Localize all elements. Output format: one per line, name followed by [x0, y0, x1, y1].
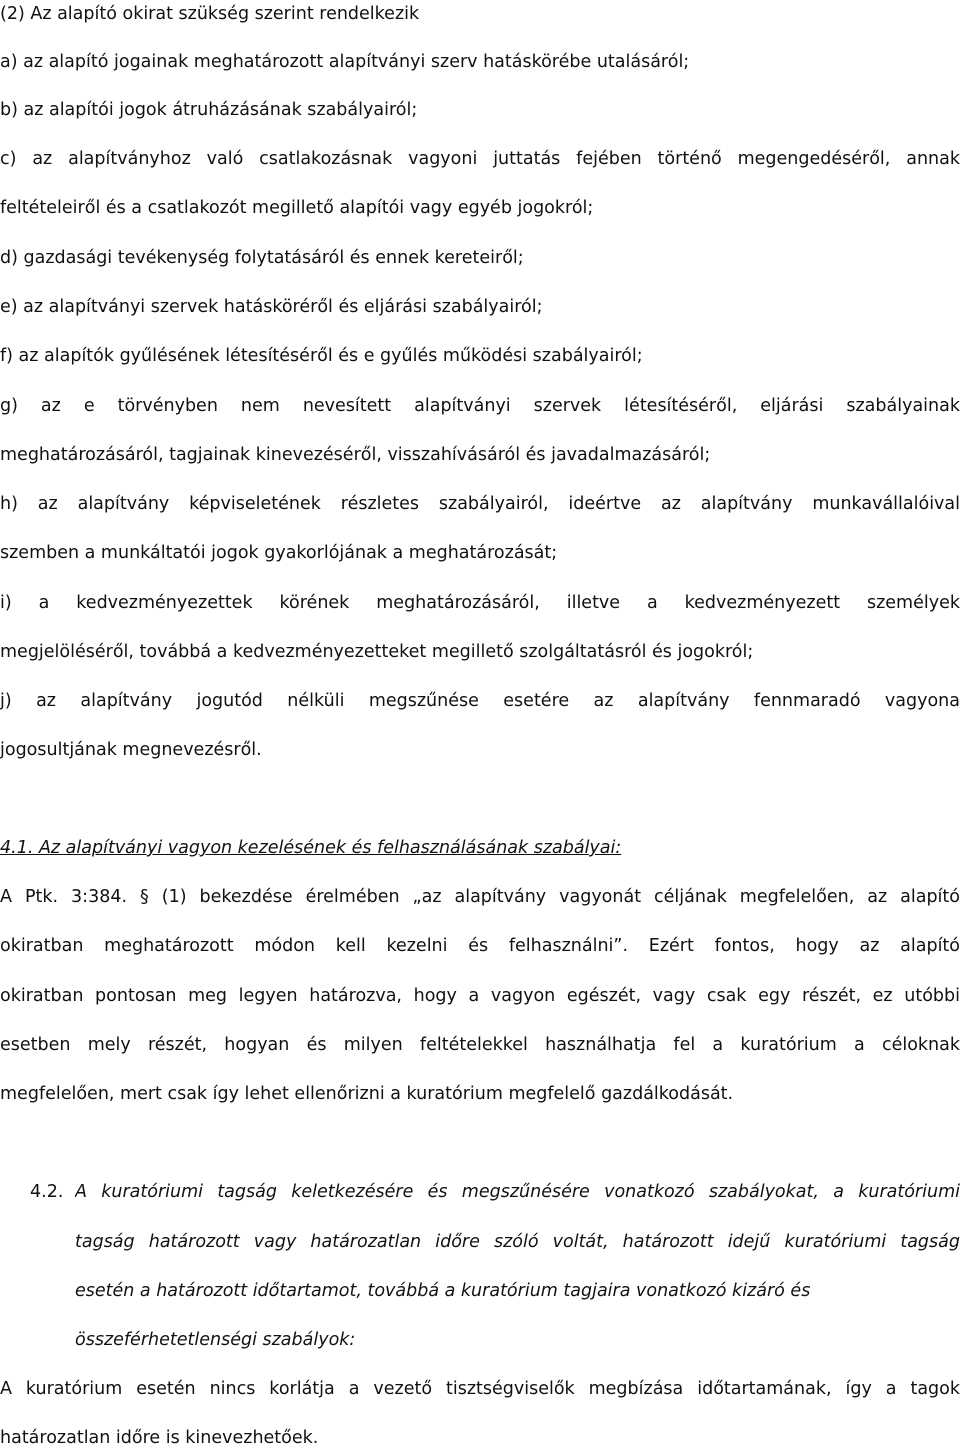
list-item-e: e) az alapítványi szervek hatásköréről és eljárási szabályairól;	[0, 297, 543, 317]
list-item-a: a) az alapító jogainak meghatározott alapítványi szerv hatáskörébe utalásáról;	[0, 52, 690, 72]
section-4-2-paragraph-line1: A kuratórium esetén nincs korlátja a vezető tisztségviselők megbízása időtartamának, így a tagok	[0, 1379, 960, 1399]
list-item-j-line1: j) az alapítvány jogutód nélküli megszűnése esetére az alapítvány fennmaradó vagyona	[0, 691, 960, 711]
section-4-2-number: 4.2.	[30, 1182, 64, 1202]
list-item-i-line2: megjelöléséről, továbbá a kedvezményezetteket megillető szolgáltatásról és jogokról;	[0, 642, 754, 662]
list-intro: (2) Az alapító okirat szükség szerint rendelkezik	[0, 4, 420, 24]
section-4-1-paragraph-line3: okiratban pontosan meg legyen határozva, hogy a vagyon egészét, vagy csak egy részét, ez utóbbi	[0, 986, 960, 1006]
list-item-c-line1: c) az alapítványhoz való csatlakozásnak vagyoni juttatás fejében történő megengedéséről, annak	[0, 149, 960, 169]
section-4-2-heading-line3: esetén a határozott időtartamot, továbbá a kuratórium tagjaira vonatkozó kizáró és	[75, 1281, 811, 1301]
list-item-b: b) az alapítói jogok átruházásának szabályairól;	[0, 100, 418, 120]
section-4-2-heading-line2: tagság határozott vagy határozatlan időre szóló voltát, határozott idejű kuratóriumi tagság	[75, 1232, 960, 1252]
section-4-1-paragraph-line4: esetben mely részét, hogyan és milyen feltételekkel használhatja fel a kuratórium a céloknak	[0, 1035, 960, 1055]
list-item-j-line2: jogosultjának megnevezésről.	[0, 740, 262, 760]
list-item-g-line2: meghatározásáról, tagjainak kinevezéséről, visszahívásáról és javadalmazásáról;	[0, 445, 711, 465]
list-item-h-line1: h) az alapítvány képviseletének részletes szabályairól, ideértve az alapítvány munkavállalóival	[0, 494, 960, 514]
section-4-1-paragraph-line5: megfelelően, mert csak így lehet ellenőrizni a kuratórium megfelelő gazdálkodását.	[0, 1084, 734, 1104]
section-4-2-heading-line4: összeférhetetlenségi szabályok:	[75, 1330, 356, 1350]
list-item-c-line2: feltételeiről és a csatlakozót megillető alapítói vagy egyéb jogokról;	[0, 198, 594, 218]
section-4-1-heading: 4.1. Az alapítványi vagyon kezelésének és felhasználásának szabályai:	[0, 838, 622, 858]
list-item-h-line2: szemben a munkáltatói jogok gyakorlójának a meghatározását;	[0, 543, 558, 563]
section-4-2-heading-line1: A kuratóriumi tagság keletkezésére és megszűnésére vonatkozó szabályokat, a kuratóriumi	[75, 1182, 960, 1202]
section-4-1-paragraph-line2: okiratban meghatározott módon kell kezelni és felhasználni”. Ezért fontos, hogy az alapító	[0, 936, 960, 956]
section-4-1-paragraph-line1: A Ptk. 3:384. § (1) bekezdése érelmében „az alapítvány vagyonát céljának megfelelően, az alapító	[0, 887, 960, 907]
list-item-f: f) az alapítók gyűlésének létesítéséről és e gyűlés működési szabályairól;	[0, 346, 643, 366]
list-item-g-line1: g) az e törvényben nem nevesített alapítványi szervek létesítéséről, eljárási szabályainak	[0, 396, 960, 416]
section-4-2-paragraph-line2: határozatlan időre is kinevezhetőek.	[0, 1428, 319, 1448]
list-item-i-line1: i) a kedvezményezettek körének meghatározásáról, illetve a kedvezményezett személyek	[0, 593, 960, 613]
list-item-d: d) gazdasági tevékenység folytatásáról és ennek kereteiről;	[0, 248, 524, 268]
